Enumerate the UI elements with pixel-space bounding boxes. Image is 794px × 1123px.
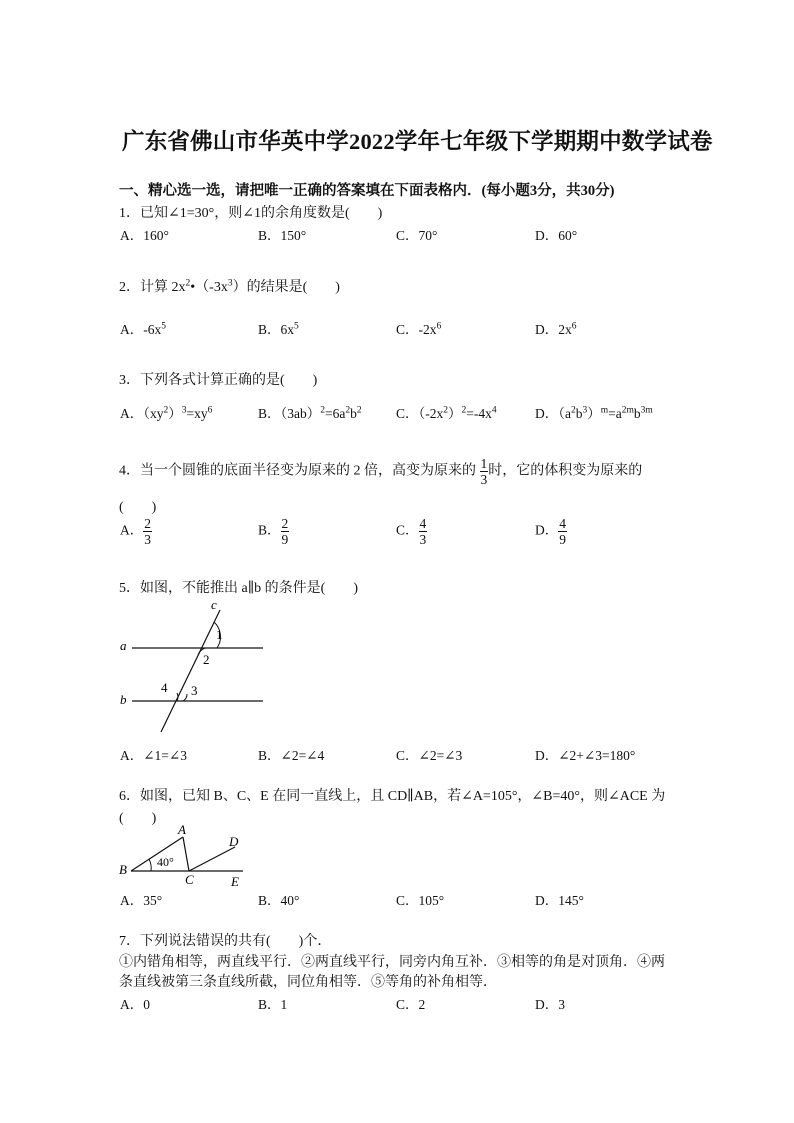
q6-option-c: C．105° xyxy=(396,893,445,908)
segment-cd xyxy=(189,847,235,871)
label-angle-3: 3 xyxy=(191,683,198,698)
line-c xyxy=(161,610,220,732)
q7-option-a: A．0 xyxy=(120,997,150,1012)
triangle-figure xyxy=(115,822,255,888)
q1-option-b: B．150° xyxy=(258,228,307,243)
angle-b-arc xyxy=(149,859,151,871)
q5-option-c: C．∠2=∠3 xyxy=(396,748,463,763)
segment-ac xyxy=(183,837,189,871)
question-7-line-1: ①内错角相等，两直线平行．②两直线平行，同旁内角互补．③相等的角是对顶角．④两 xyxy=(119,955,665,970)
q3-option-a: A．$(xy^2)^3=xy^6$ xyxy=(120,405,213,421)
question-1-stem: 1．已知∠1=30°，则∠1的余角度数是( ) xyxy=(119,206,383,221)
angle-3-arc xyxy=(183,694,187,701)
parallel-lines-figure xyxy=(115,598,275,738)
point-b: B xyxy=(119,862,127,877)
angle-b-label: 40° xyxy=(157,855,174,869)
label-c: c xyxy=(211,598,217,612)
q6-option-d: D．145° xyxy=(535,893,584,908)
fraction-one-third: $\frac{1}{3}$ xyxy=(480,456,488,487)
point-c: C xyxy=(185,872,194,887)
q2-option-d: D．$2x^6$ xyxy=(535,321,577,337)
q6-option-a: A．35° xyxy=(120,893,163,908)
q2-option-b: B．$6x^5$ xyxy=(258,321,299,337)
question-6-stem: 6．如图，已知 B、C、E 在同一直线上，且 CD∥AB，若∠A=105°，∠B=40°，则∠ACE 为 xyxy=(119,789,666,804)
q5-option-a: A．∠1=∠3 xyxy=(120,748,187,763)
q2-option-a: A．$-6x^5$ xyxy=(120,321,166,337)
q7-option-c: C．2 xyxy=(396,997,426,1012)
question-7-stem: 7．下列说法错误的共有( )个． xyxy=(119,934,332,949)
question-5-stem: 5．如图，不能推出 a∥b 的条件是( ) xyxy=(119,581,359,596)
question-4-stem: 4．当一个圆锥的底面半径变为原来的 2 倍，高变为原来的 $\frac{1}{3}$ 时，它的体积变为原来的 xyxy=(119,456,643,487)
label-angle-4: 4 xyxy=(161,680,168,695)
question-2-stem: 2．计算 $2x^2•(-3x^3)$的结果是( ) xyxy=(119,278,340,295)
label-a: a xyxy=(120,638,127,653)
q4-option-a: A． $\frac{2}{3}$ xyxy=(120,516,151,547)
q4-option-b: B． $\frac{2}{9}$ xyxy=(258,516,289,547)
section-heading: 一、精心选一选，请把唯一正确的答案填在下面表格内．(每小题3分，共30分) xyxy=(119,183,615,199)
q3-option-b: B．$(3ab)^2=6a^2b^2$ xyxy=(258,405,362,421)
page-title: 广东省佛山市华英中学2022学年七年级下学期期中数学试卷 xyxy=(122,129,713,154)
label-angle-2: 2 xyxy=(203,652,210,667)
q7-option-b: B．1 xyxy=(258,997,288,1012)
label-b: b xyxy=(120,692,127,707)
q3-option-c: C．$(-2x^2)^2=-4x^4$ xyxy=(396,405,497,421)
question-7-line-2: 条直线被第三条直线所截，同位角相等．⑤等角的补角相等． xyxy=(119,975,497,990)
q4-option-c: C． $\frac{4}{3}$ xyxy=(396,516,427,547)
q7-option-d: D．3 xyxy=(535,997,565,1012)
question-4-paren: ( ) xyxy=(119,500,157,515)
q1-option-c: C．70° xyxy=(396,228,438,243)
q3-option-d: D．$(a^2b^3)^m=a^{2m}b^{3m}$ xyxy=(535,405,653,421)
q2-option-c: C．$-2x^6$ xyxy=(396,321,442,337)
question-6-paren: ( ) xyxy=(119,811,157,826)
q1-option-a: A．160° xyxy=(120,228,169,243)
q6-option-b: B．40° xyxy=(258,893,300,908)
point-e: E xyxy=(231,874,239,888)
q5-option-d: D．∠2+∠3=180° xyxy=(535,748,636,763)
q4-option-d: D． $\frac{4}{9}$ xyxy=(535,516,566,547)
label-angle-1: 1 xyxy=(216,627,223,642)
question-3-stem: 3．下列各式计算正确的是( ) xyxy=(119,373,318,388)
point-a: A xyxy=(178,822,186,837)
point-d: D xyxy=(229,834,239,849)
q5-option-b: B．∠2=∠4 xyxy=(258,748,325,763)
q1-option-d: D．60° xyxy=(535,228,578,243)
